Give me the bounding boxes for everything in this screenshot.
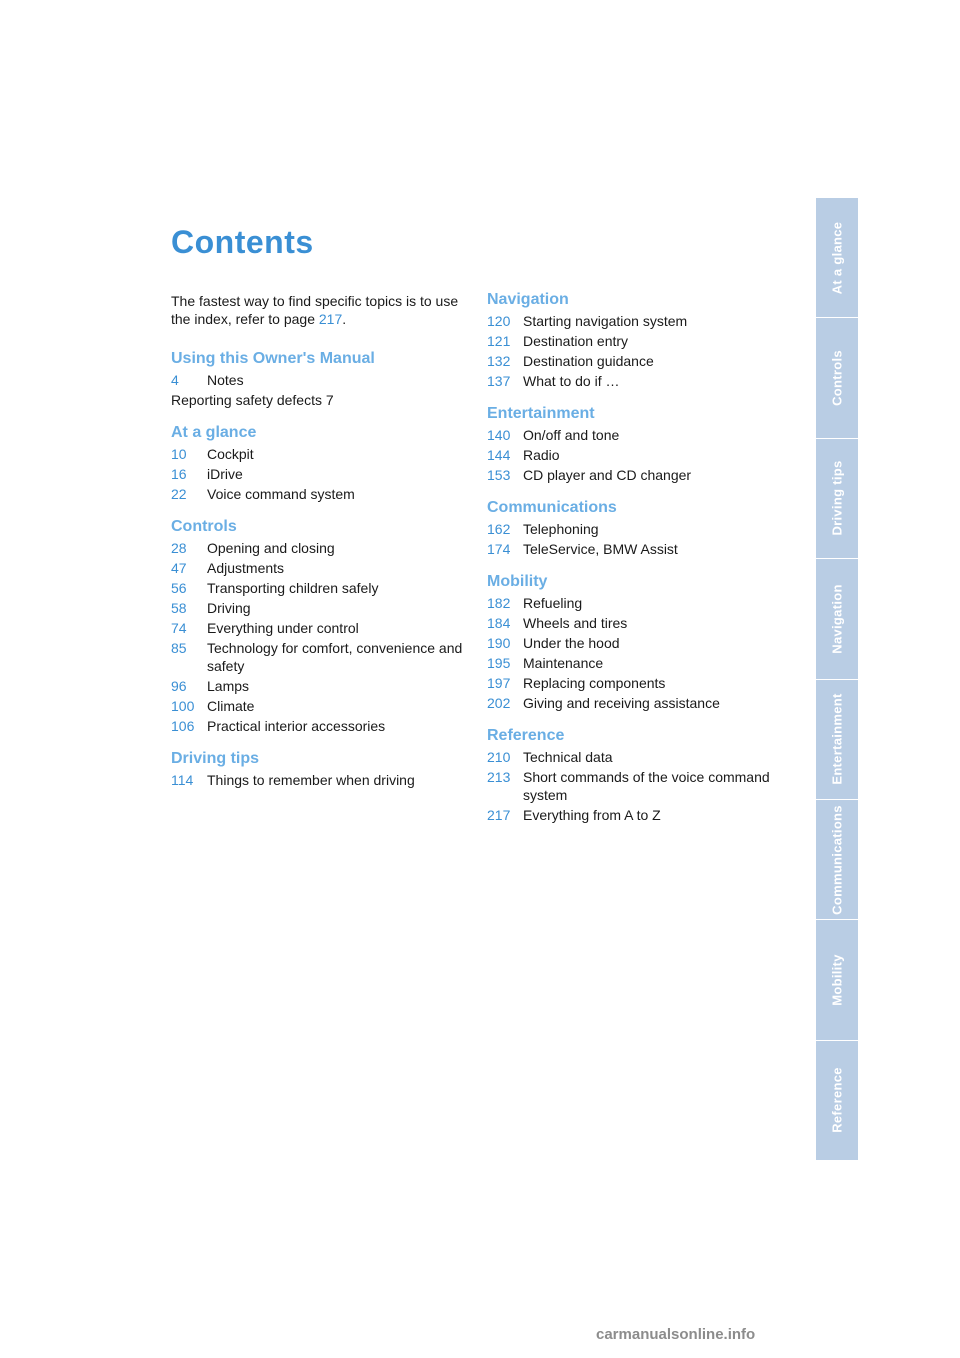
toc-entry[interactable]: [487, 540, 787, 558]
side-tab-driving-tips[interactable]: [816, 439, 858, 559]
toc-page-number[interactable]: 217: [487, 807, 511, 823]
toc-page-number[interactable]: 182: [487, 595, 511, 611]
intro-sentence: The fastest way to find specific topics is to use the index, refer to page: [171, 293, 459, 327]
section-mobility: [487, 572, 787, 712]
toc-entry-title: Refueling: [523, 595, 583, 611]
side-tab-reference[interactable]: [816, 1041, 858, 1160]
section-heading: Controls: [171, 518, 237, 535]
toc-entry[interactable]: [487, 634, 787, 652]
side-tab-label: Entertainment: [829, 693, 845, 785]
side-tab-at-a-glance[interactable]: [816, 198, 858, 318]
toc-page-number[interactable]: 184: [487, 615, 511, 631]
toc-page-number[interactable]: 85: [171, 640, 187, 656]
toc-page-number[interactable]: 16: [171, 466, 187, 482]
toc-page-number[interactable]: 106: [171, 718, 195, 734]
toc-page-number[interactable]: 4: [171, 372, 179, 388]
toc-entry[interactable]: [171, 465, 471, 483]
toc-entry-title: Giving and receiving assistance: [523, 695, 720, 711]
section-heading: At a glance: [171, 424, 257, 441]
toc-entry[interactable]: [171, 677, 471, 695]
toc-entry-title: Transporting children safely: [207, 580, 379, 596]
toc-page-number[interactable]: 114: [171, 772, 194, 788]
toc-entry-title: Short commands of the voice command system: [523, 769, 770, 803]
toc-entry[interactable]: [171, 599, 471, 617]
side-tab-navigation[interactable]: [816, 559, 858, 679]
toc-entry-title: iDrive: [207, 466, 243, 482]
side-tab-label: Controls: [829, 350, 845, 406]
toc-entry[interactable]: [487, 594, 787, 612]
toc-page-number[interactable]: 56: [171, 580, 187, 596]
section-at-a-glance: [171, 423, 471, 503]
section-heading: Using this Owner's Manual: [171, 350, 375, 367]
toc-page-number[interactable]: 213: [487, 769, 511, 785]
toc-entry[interactable]: [487, 426, 787, 444]
toc-entry-title: Destination guidance: [523, 353, 654, 369]
side-tab-communications[interactable]: [816, 800, 858, 920]
toc-entry[interactable]: [171, 717, 471, 735]
toc-entry-title: TeleService, BMW Assist: [523, 541, 678, 557]
toc-page-number[interactable]: 195: [487, 655, 511, 671]
toc-entry-title: Adjustments: [207, 560, 285, 576]
toc-entry-title: Things to remember when driving: [207, 772, 415, 788]
toc-page-number[interactable]: 28: [171, 540, 187, 556]
toc-entry-title: Cockpit: [207, 446, 254, 462]
toc-page-number[interactable]: 121: [487, 333, 511, 349]
toc-page-number[interactable]: 197: [487, 675, 511, 691]
toc-page-number[interactable]: 120: [487, 313, 511, 329]
toc-entry-title: Driving: [207, 600, 251, 616]
toc-entry[interactable]: [487, 372, 787, 390]
toc-entry-title: Maintenance: [523, 655, 604, 671]
toc-page-number[interactable]: 144: [487, 447, 511, 463]
toc-entry-title: Practical interior accessories: [207, 718, 386, 734]
toc-entry-title: Starting navigation system: [523, 313, 688, 329]
intro-end: .: [342, 311, 347, 327]
section-communications: [487, 498, 787, 558]
toc-entry[interactable]: [487, 332, 787, 350]
toc-page-number[interactable]: 132: [487, 353, 511, 369]
side-tab-label: Reference: [829, 1067, 845, 1134]
toc-entry-title: Technical data: [523, 749, 613, 765]
toc-page-number[interactable]: 190: [487, 635, 511, 651]
toc-entry[interactable]: [487, 446, 787, 464]
toc-entry-title: Telephoning: [523, 521, 599, 537]
side-tab-label: Mobility: [829, 954, 845, 1006]
toc-entry[interactable]: [487, 466, 787, 484]
toc-entry[interactable]: [171, 579, 471, 597]
toc-entry-title: Lamps: [207, 678, 250, 694]
side-tab-label: Driving tips: [829, 460, 845, 536]
toc-entry-title: On/off and tone: [523, 427, 620, 443]
section-heading: Navigation: [487, 291, 569, 308]
side-tab-label: At a glance: [829, 221, 845, 295]
toc-entry[interactable]: [487, 806, 787, 824]
toc-entry[interactable]: [487, 748, 787, 766]
toc-page-number[interactable]: 174: [487, 541, 511, 557]
toc-entry[interactable]: [171, 371, 471, 389]
toc-page-number[interactable]: 100: [171, 698, 195, 714]
section-using-this-owner-s-manual: [171, 349, 471, 409]
toc-entry[interactable]: [171, 771, 471, 789]
toc-page-number[interactable]: 96: [171, 678, 187, 694]
toc-entry-title: Radio: [523, 447, 560, 463]
toc-entry[interactable]: [171, 619, 471, 637]
side-tab-label: Navigation: [829, 584, 845, 654]
toc-entry[interactable]: [171, 559, 471, 577]
toc-page-number[interactable]: 47: [171, 560, 187, 576]
toc-page-number[interactable]: 58: [171, 600, 187, 616]
toc-page-number[interactable]: 137: [487, 373, 511, 389]
toc-entry-title: What to do if …: [523, 373, 620, 389]
section-heading: Driving tips: [171, 750, 260, 767]
section-controls: [171, 517, 471, 735]
toc-entry-title: Voice command system: [207, 486, 355, 502]
section-heading: Mobility: [487, 573, 548, 590]
toc-entry[interactable]: [487, 352, 787, 370]
toc-page-number[interactable]: 140: [487, 427, 511, 443]
toc-page-number[interactable]: 22: [171, 486, 187, 502]
toc-entry[interactable]: [171, 539, 471, 557]
section-heading: Entertainment: [487, 405, 595, 422]
section-heading: Reference: [487, 727, 565, 744]
toc-entry-title: Destination entry: [523, 333, 629, 349]
toc-entry-title: Replacing components: [523, 675, 666, 691]
contents-right-column: [487, 292, 787, 838]
toc-entry[interactable]: [487, 312, 787, 330]
toc-entry[interactable]: [487, 768, 787, 804]
toc-entry[interactable]: [171, 697, 471, 715]
toc-entry-title: Opening and closing: [207, 540, 335, 556]
side-tab-controls[interactable]: [816, 318, 858, 438]
section-heading: Communications: [487, 499, 617, 516]
toc-entry-title: Technology for comfort, convenience and safety: [207, 640, 463, 674]
toc-page-number[interactable]: 153: [487, 467, 511, 483]
toc-entry-title: Wheels and tires: [523, 615, 628, 631]
toc-entry[interactable]: [487, 674, 787, 692]
toc-entry[interactable]: [171, 485, 471, 503]
toc-entry[interactable]: [487, 520, 787, 538]
section-driving-tips: [171, 749, 471, 789]
toc-entry-title: Everything from A to Z: [523, 807, 661, 823]
toc-entry-title: Climate: [207, 698, 255, 714]
toc-page-number[interactable]: 210: [487, 749, 511, 765]
toc-entry[interactable]: [171, 445, 471, 463]
toc-entry[interactable]: [487, 694, 787, 712]
toc-page-number[interactable]: 202: [487, 695, 511, 711]
side-tab-label: Communications: [829, 804, 845, 915]
toc-entry[interactable]: [487, 614, 787, 632]
toc-page-number[interactable]: 162: [487, 521, 511, 537]
watermark: carmanualsonline.info: [596, 1326, 756, 1343]
toc-entry[interactable]: [171, 639, 471, 675]
toc-entry-title: Notes: [207, 372, 244, 388]
toc-page-number[interactable]: 10: [171, 446, 187, 462]
toc-entry-title: CD player and CD changer: [523, 467, 692, 483]
section-tab-strip: [816, 198, 858, 1160]
toc-entry[interactable]: [487, 654, 787, 672]
intro-page-link[interactable]: 217: [318, 311, 343, 327]
side-tab-mobility[interactable]: [816, 920, 858, 1040]
section-reference: [487, 726, 787, 824]
toc-plain-entry: Reporting safety defects 7: [171, 392, 334, 408]
contents-left-column: [171, 292, 471, 803]
side-tab-entertainment[interactable]: [816, 680, 858, 800]
section-navigation: [487, 290, 787, 390]
intro-text: [171, 292, 471, 328]
toc-entry-title: Under the hood: [523, 635, 620, 651]
page-title: Contents: [171, 224, 314, 260]
toc-entry-title: Everything under control: [207, 620, 359, 636]
section-entertainment: [487, 404, 787, 484]
toc-page-number[interactable]: 74: [171, 620, 187, 636]
